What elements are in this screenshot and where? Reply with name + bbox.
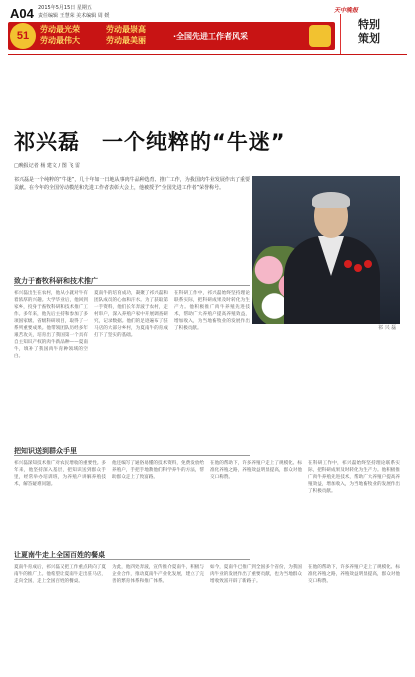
person-hair xyxy=(312,192,350,208)
section2-column1: 祁兴磊深知技术推广对农民增收的重要性。多年来，他坚持深入基层，把知识送到群众手里，经常举办培训班，为养殖户讲解养殖技术，解答疑难问题。 xyxy=(14,461,106,487)
section2-column2: 他还编写了通俗易懂的技术资料，免费发放给养殖户，手把手地教他们科学养牛的方法，帮助群众走上了致富路。 xyxy=(112,461,204,480)
section3-column1: 夏南牛育成后，祁兴磊又把工作重点转向了夏南牛的推广上。他希望让夏南牛走出驻马店，走向全国，走上全国百姓的餐桌。 xyxy=(14,565,106,584)
banner-slogan-right xyxy=(106,24,146,46)
section2-column3: 在他的帮助下，许多养殖户走上了规模化、标准化养殖之路，养殖效益明显提高，群众对他交口称赞。 xyxy=(210,461,302,480)
subhead-3: 让夏南牛走上全国百姓的餐桌 xyxy=(14,551,105,559)
section2-column4: 在科研工作中，祁兴磊始终坚持理论联系实际，把科研成果及时转化为生产力。他积极推广肉牛养殖先进技术，帮助广大养殖户提高养殖效益，增加收入，为当地畜牧业的发展作出了积极贡献。 xyxy=(308,461,400,494)
banner-slogan-left xyxy=(40,24,80,46)
subhead-2-rule xyxy=(14,455,250,456)
subhead-3-rule xyxy=(14,559,250,560)
medal-icon xyxy=(364,260,372,268)
banner-line1b: 劳动最崇高 xyxy=(106,25,146,34)
medal-icon xyxy=(344,260,352,268)
editor-line: 责任编辑 王慧荣 美术编辑 周 媛 xyxy=(38,13,110,19)
labor-day-banner xyxy=(8,22,335,50)
article-lead: 祁兴磊是一个纯粹的“牛迷”，几十年如一日地从事肉牛品种选育、推广工作，为我国肉牛业发展作出了重要贡献。在今年的全国劳动模范和先进工作者表彰大会上，他被授予“全国先进工作者”荣誉称号。 xyxy=(14,177,250,191)
section-tag xyxy=(344,18,394,46)
header-rule xyxy=(8,54,407,55)
section-tag-line1: 特别 xyxy=(358,18,380,31)
banner-line2a: 劳动最伟大 xyxy=(40,36,80,45)
page-header xyxy=(0,0,415,58)
photo-caption: 祁 兴 磊 xyxy=(378,325,397,331)
thumbs-up-icon xyxy=(309,25,331,47)
banner-line2b: 劳动最美丽 xyxy=(106,36,146,45)
banner-badge: 51 xyxy=(10,23,36,49)
banner-line1a: 劳动最光荣 xyxy=(40,25,80,34)
article-headline: 祁兴磊 一个纯粹的“牛迷” xyxy=(14,130,286,154)
section-tag-line2: 策划 xyxy=(358,32,380,45)
date-line: 2015年5月15日 星期五 xyxy=(38,5,92,11)
article-byline: □晚报记者 杨 建文 / 图 飞 雷 xyxy=(14,163,80,169)
subhead-2: 把知识送到群众手里 xyxy=(14,447,77,455)
medal-icon xyxy=(354,264,362,272)
masthead: 天中晚报 xyxy=(334,7,359,14)
section1-column3: 在科研工作中，祁兴磊始终坚持理论联系实际，把科研成果及时转化为生产力。他积极推广肉牛养殖先进技术，帮助广大养殖户提高养殖效益，增加收入，为当地畜牧业的发展作出了积极贡献。 xyxy=(174,291,250,331)
banner-title: ·全国先进工作者风采 xyxy=(173,32,249,41)
subhead-1: 致力于畜牧科研和技术推广 xyxy=(14,277,98,285)
section3-column4: 在他的帮助下，许多养殖户走上了规模化、标准化养殖之路，养殖效益明显提高，群众对他交口称赞。 xyxy=(308,565,400,584)
section1-column1: 祁兴磊出生在农村，他从小就对牛有着浓厚的兴趣。大学毕业后，他回到家乡，投身于畜牧科研和技术推广工作。多年来，他先后主持和参加了多项国家级、省级科研项目，取得了一系列重要成果。他带领团队历经多年艰苦攻关，培育出了我国第一个具有自主知识产权的肉牛新品种——夏南牛，填补了我国肉牛育种领域的空白。 xyxy=(14,291,88,359)
subhead-1-rule xyxy=(14,285,250,286)
section1-column2: 夏南牛的培育成功，凝聚了祁兴磊和团队成员的心血和汗水。为了获取第一手资料，他们长年奔波于农村，走村串户，深入养殖户家中开展调查研究，记录数据。他们的足迹遍布了驻马店的大部分乡村，为夏南牛的育成打下了坚实的基础。 xyxy=(94,291,168,338)
section3-column2: 为此，他四处奔波，宣传推介夏南牛，积极与企业合作，推动夏南牛产业化发展，建立了完善的繁育体系和推广体系。 xyxy=(112,565,204,584)
section3-column3: 如今，夏南牛已推广到全国多个省份，为我国肉牛业的发展作出了重要贡献，也为当地群众增收致富开辟了新路子。 xyxy=(210,565,302,584)
portrait-photo xyxy=(252,176,400,324)
section-divider xyxy=(340,14,341,54)
page-number: A04 xyxy=(10,6,34,21)
